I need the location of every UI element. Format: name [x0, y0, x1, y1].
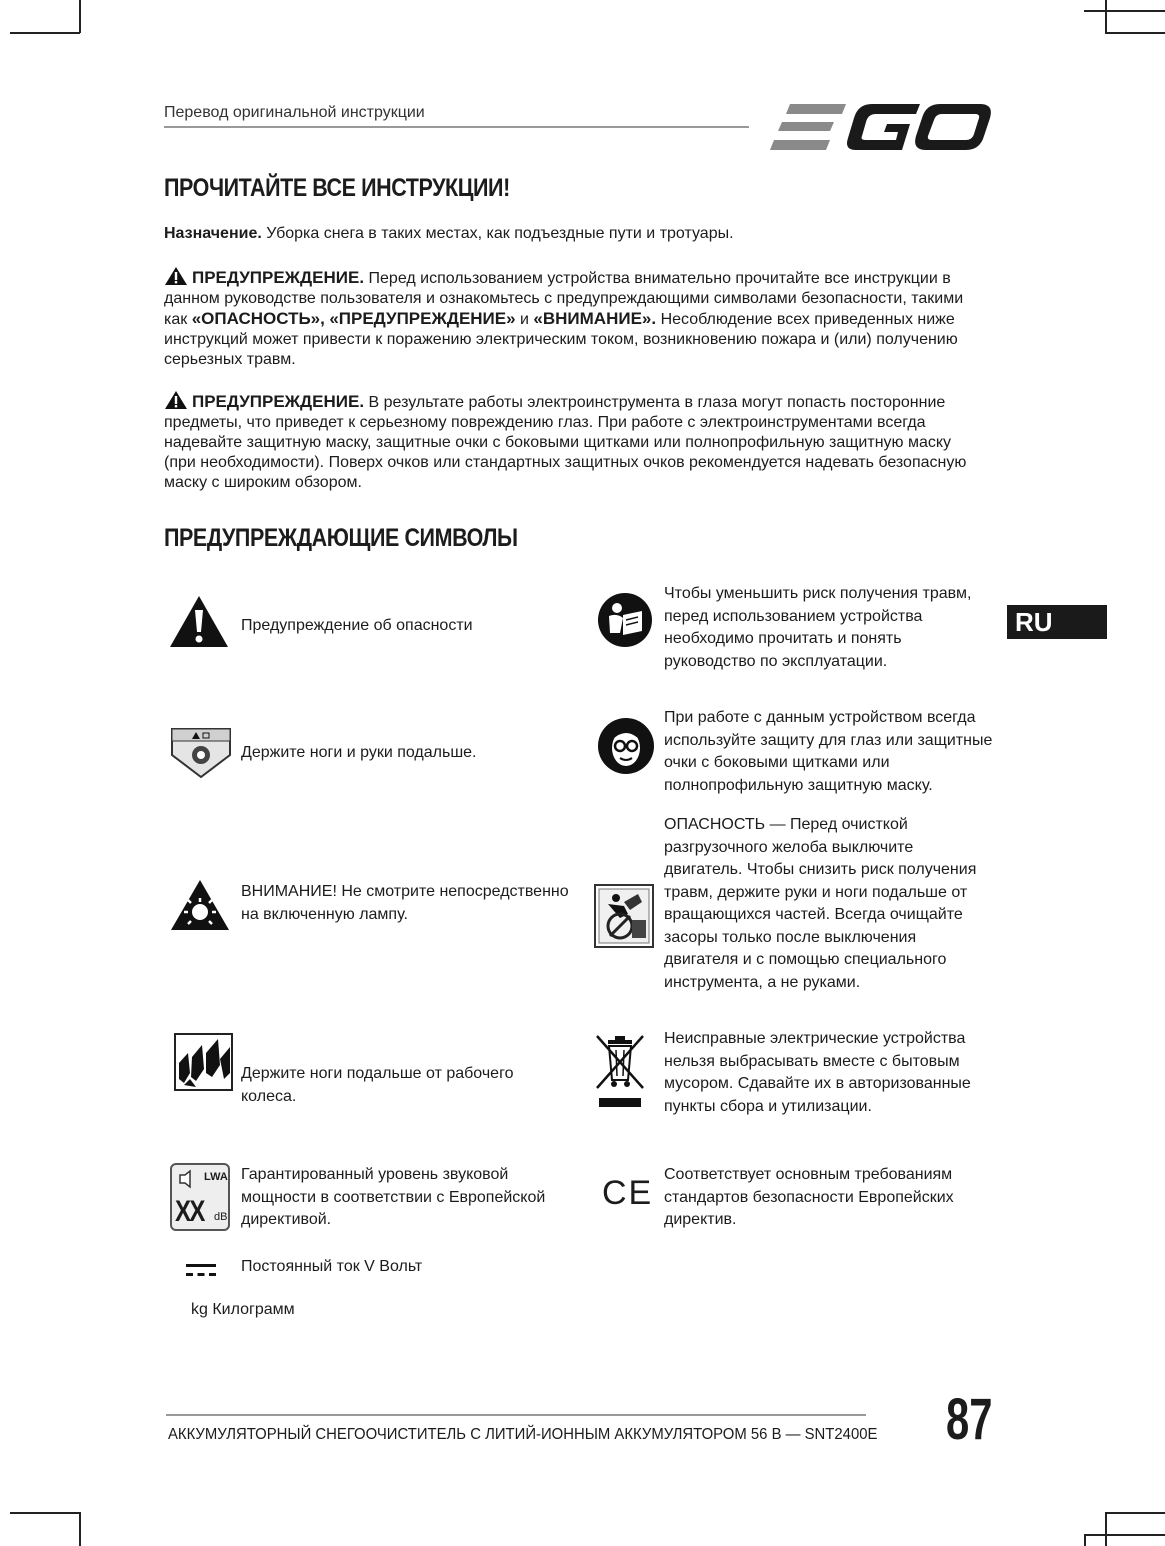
ce-mark-icon: CE [602, 1174, 654, 1212]
crop-mark [10, 32, 80, 34]
page-title: ПРОЧИТАЙТЕ ВСЕ ИНСТРУКЦИИ! [164, 174, 510, 202]
read-manual-icon [596, 591, 654, 649]
crop-mark [1105, 32, 1165, 34]
header-subtitle: Перевод оригинальной инструкции [164, 104, 425, 121]
eye-protection-icon [596, 716, 656, 776]
sound-icon-label: LWA [204, 1171, 228, 1183]
direct-current-icon [185, 1262, 217, 1278]
crop-mark [1084, 10, 1165, 12]
footer-rule [166, 1414, 866, 1416]
footer-text: АККУМУЛЯТОРНЫЙ СНЕГООЧИСТИТЕЛЬ С ЛИТИЙ-ИОННЫМ АККУМУЛЯТОРОМ 56 В — SNT2400E [168, 1426, 878, 1443]
chute-danger-icon [594, 884, 654, 948]
symbols-title: ПРЕДУПРЕЖДАЮЩИЕ СИМВОЛЫ [164, 524, 518, 552]
symbol-danger-text: Предупреждение об опасности [241, 617, 473, 634]
hands-feet-icon [170, 727, 232, 779]
weee-bin-icon [594, 1032, 646, 1110]
symbol-manual-text: Чтобы уменьшить риск получения травм, перед использованием устройства необходимо прочитать и понять руководство по эксплуатации. [664, 585, 972, 670]
warning-1-term-warning: «ПРЕДУПРЕЖДЕНИЕ» [329, 309, 516, 328]
sound-icon-value: XX [175, 1195, 204, 1228]
purpose-label: Назначение. [164, 225, 262, 242]
crop-mark [1105, 0, 1107, 33]
header-rule [164, 126, 749, 128]
warning-paragraph-2 [164, 390, 984, 493]
symbol-weee-text: Неисправные электрические устройства нельзя выбрасывать вместе с бытовым мусором. Сдавайте их в авторизованные пункты сбора и утилизации. [664, 1030, 971, 1115]
warning-1-term-danger: «ОПАСНОСТЬ», [191, 309, 325, 328]
symbol-hands-feet-text: Держите ноги и руки подальше. [241, 744, 477, 761]
warning-triangle-icon [164, 390, 188, 410]
crop-mark [79, 1512, 81, 1546]
symbol-auger-text: Держите ноги подальше от рабочего колеса. [241, 1065, 514, 1105]
warning-1-text-a: Перед использованием устройства внимательно прочитайте все инструкции в данном руководстве пользователя и ознакомьтесь с предупреждающими символами безопасности, такими как [164, 270, 964, 328]
purpose-paragraph [164, 224, 984, 244]
auger-feet-icon [174, 1033, 234, 1091]
page-number: 87 [946, 1387, 993, 1452]
symbol-lamp-text: ВНИМАНИЕ! Не смотрите непосредственно на включенную лампу. [241, 883, 569, 923]
warning-triangle-icon [164, 266, 188, 286]
language-tab: RU [1007, 605, 1107, 639]
symbol-sound-text: Гарантированный уровень звуковой мощности в соответствии с Европейской директивой. [241, 1166, 546, 1228]
crop-mark [1105, 1512, 1165, 1514]
symbol-chute-text: ОПАСНОСТЬ — Перед очисткой разгрузочного желоба выключите двигатель. Чтобы снизить риск получения травм, держите руки и ноги подальше от вращающихся частей. Всегда очищайте засоры только после выключения двигателя и с помощью специального инструмента, а не руками. [664, 816, 977, 991]
warning-2-label: ПРЕДУПРЕЖДЕНИЕ. [192, 392, 365, 411]
speaker-icon [176, 1169, 198, 1189]
warning-2-text: В результате работы электроинструмента в глаза могут попасть посторонние предметы, что приведет к серьезному повреждению глаз. При работе с электроинструментами всегда надевайте защитную маску, защитные очки с боковыми щитками или полнопрофильную защитную маску (при необходимости). Поверх очков или стандартных защитных очков рекомендуется надевать безопасную маску с широким обзором. [164, 394, 967, 491]
sound-icon-unit: dB [214, 1211, 228, 1223]
crop-mark [79, 0, 81, 33]
symbol-ce-text: Соответствует основным требованиям стандартов безопасности Европейских директив. [664, 1166, 954, 1228]
symbol-eye-protection-text: При работе с данным устройством всегда используйте защиту для глаз или защитные очки с боковыми щитками или полнопрофильную защитную маску. [664, 709, 993, 794]
symbol-dc-text: Постоянный ток V Вольт [241, 1258, 423, 1275]
ego-logo [768, 100, 993, 154]
warning-paragraph-1 [164, 266, 984, 370]
crop-mark [1084, 1534, 1165, 1536]
lamp-warning-icon [169, 878, 231, 932]
crop-mark [1105, 1512, 1107, 1546]
purpose-text: Уборка снега в таких местах, как подъездные пути и тротуары. [266, 225, 734, 242]
danger-icon [168, 594, 230, 650]
symbol-kg-text: kg Килограмм [191, 1301, 295, 1318]
warning-1-text-b: Несоблюдение всех приведенных ниже инструкций может привести к поражению электрическим током, возникновению пожара и (или) получению серьезных травм. [164, 311, 958, 368]
sound-power-icon [170, 1163, 230, 1231]
crop-mark [1084, 1534, 1086, 1546]
warning-1-conj: и [520, 311, 529, 328]
warning-1-term-caution: «ВНИМАНИЕ». [533, 309, 657, 328]
crop-mark [10, 1512, 80, 1514]
warning-1-label: ПРЕДУПРЕЖДЕНИЕ. [192, 268, 365, 287]
